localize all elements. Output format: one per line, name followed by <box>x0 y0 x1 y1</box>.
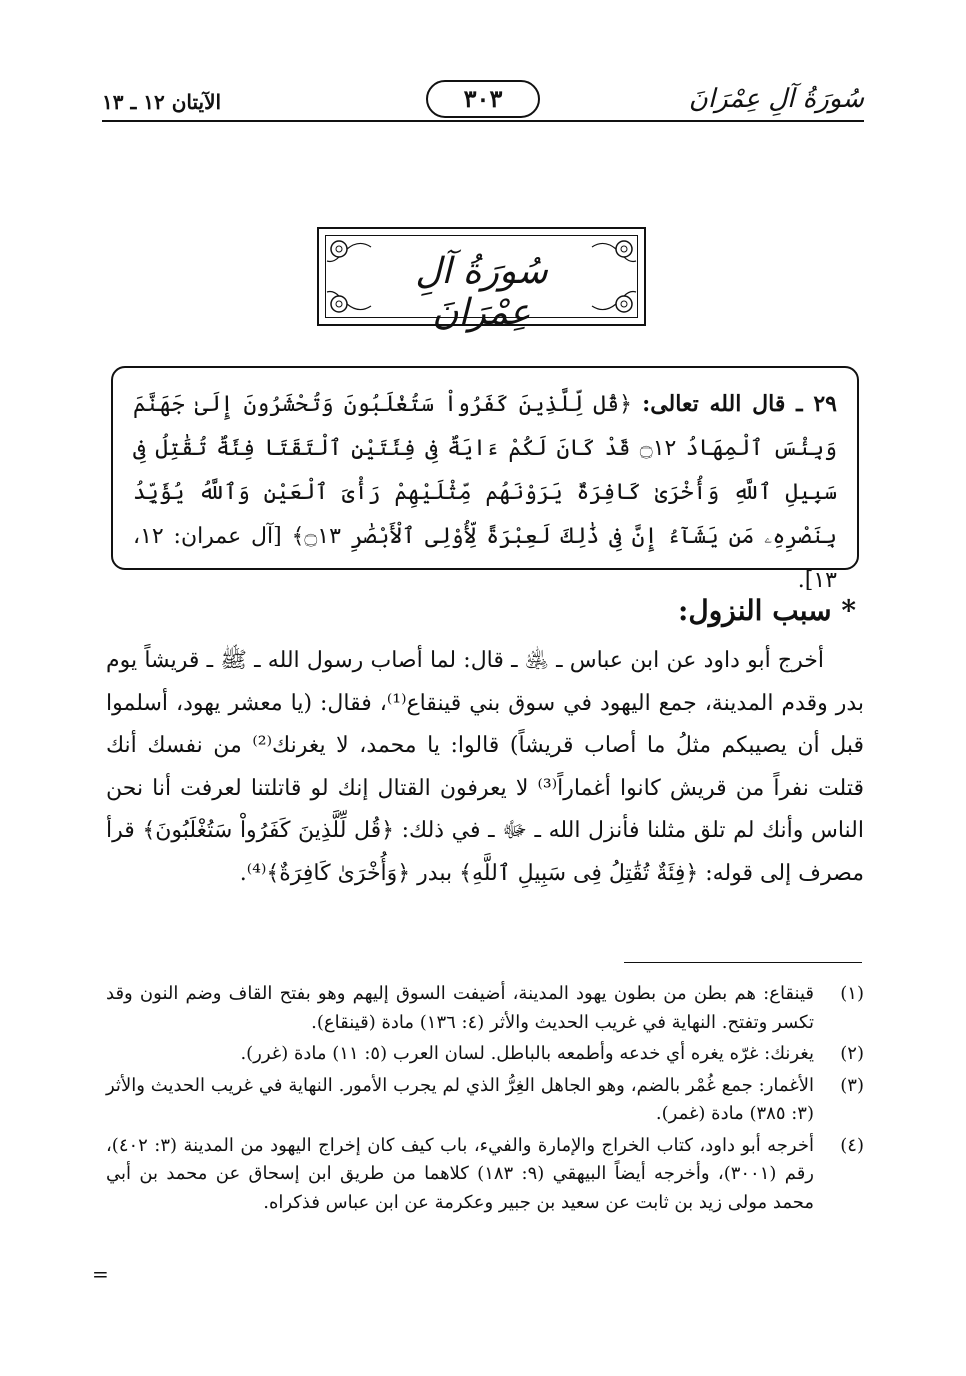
footnote-3 <box>106 1072 864 1129</box>
footnote-number: (٤) <box>840 1134 864 1156</box>
footnotes <box>106 980 864 1220</box>
verse-lead: ٢٩ ـ قال الله تعالى: <box>642 391 837 417</box>
header-rule <box>102 120 864 122</box>
page-number: ٣٠٣ <box>426 80 540 118</box>
verse-text: ﴿قُل لِّلَّذِينَ كَفَرُواْ سَتُغْلَبُونَ وَتُحْشَرُونَ إِلَىٰ جَهَنَّمَ وَبِئْسَ ٱلْمِهَادُ ۝١٢ قَدْ كَانَ لَكُمْ ءَايَةٌ فِى فِئَتَيْنِ ٱلْتَقَتَا فِئَةٌ تُقَٰتِلُ فِى سَبِيلِ ٱللَّهِ وَأُخْرَىٰ كَافِرَةٌ يَرَوْنَهُم مِّثْلَيْهِمْ رَأْىَ ٱلْعَيْنِ وَٱللَّهُ يُؤَيِّدُ بِنَصْرِهِۦ مَن يَشَآءُ إِنَّ فِى ذَٰلِكَ لَعِبْرَةً لِّأُوْلِى ٱلْأَبْصَٰرِ ۝١٣﴾ <box>133 392 837 549</box>
main-body <box>106 640 864 895</box>
ornament-icon <box>590 288 638 318</box>
verses-range: الآيتان ١٢ ـ ١٣ <box>102 90 222 114</box>
footnote-divider <box>624 962 862 963</box>
footnote-number: (٣) <box>840 1074 864 1096</box>
ornament-icon <box>325 288 373 318</box>
surah-title-cartouche <box>317 227 646 333</box>
page-header <box>102 80 864 126</box>
surah-title: سُورَةُ آلِ عِمْرَانَ <box>415 251 548 333</box>
footnote-number: (٢) <box>840 1043 864 1064</box>
continuation-mark: = <box>92 1262 109 1286</box>
ornament-icon <box>590 235 638 265</box>
section-heading: * سبب النزول: <box>678 594 856 627</box>
footnote-text: أخرجه أبو داود، كتاب الخراج والإمارة والفيء، باب كيف كان إخراج اليهود من المدينة (٣: ٤٠٢)، رقم (٣٠٠١)، وأخرجه أيضاً البيهقي (٩: ١٨٣) كلاهما من طريق ابن إسحاق عن محمد بن أبي محمد مولى زيد بن ثابت عن سعيد بن جبير وعكرمة عن ابن عباس فذكراه. <box>106 1134 814 1213</box>
ornament-icon <box>325 235 373 265</box>
verse-citation: [آل عمران: ١٢، ١٣]. <box>133 524 837 593</box>
body-paragraph: أخرج أبو داود عن ابن عباس ـ ﵁ ـ قال: لما أصاب رسول الله ـ ﷺ ـ قريشاً يوم بدر وقدم المدينة، جمع اليهود في سوق بني قينقاع⁽¹⁾، فقال: (يا معشر يهود، أسلموا قبل أن يصيبكم مثلُ ما أصاب قريشاً) قالوا: يا محمد، لا يغرنك⁽²⁾ من نفسك أنك قتلت نفراً من قريش كانوا أغماراً⁽³⁾ لا يعرفون القتال إنك لو قاتلتنا لعرفت أنا نحن الناس وأنك لم تلق مثلنا فأنزل الله ـ ﷻ ـ في ذلك: ﴿قُل لِّلَّذِينَ كَفَرُواْ سَتُغْلَبُونَ﴾ قرأ مصرف إلى قوله: ﴿فِئَةٌ تُقَٰتِلُ فِى سَبِيلِ ٱللَّهِ﴾ ببدر ﴿وَأُخْرَىٰ كَافِرَةٌ﴾⁽⁴⁾. <box>106 648 865 886</box>
footnote-1 <box>106 980 864 1037</box>
footnote-number: (١) <box>840 983 864 1004</box>
verse-paragraph <box>133 382 837 603</box>
verse-box <box>111 366 859 593</box>
footnote-2 <box>106 1040 864 1069</box>
footnote-text: يغرنك: غرّه يغره أي خدعه وأطمعه بالباطل. لسان العرب (٥: ١١) مادة (غرر). <box>240 1043 814 1064</box>
header-surah-name: سُورَةُ آلِ عِمْرَانَ <box>688 84 864 114</box>
footnote-4 <box>106 1132 864 1218</box>
footnote-text: الأغمار: جمع غُمْر بالضم، وهو الجاهل الغِرُّ الذي لم يجرب الأمور. النهاية في غريب الحديث والأثر (٣: ٣٨٥) مادة (غمر). <box>106 1074 814 1124</box>
footnote-text: قينقاع: هم بطن من بطون يهود المدينة، أضيفت السوق إليهم وهو بفتح القاف وضم النون وقد تكسر وتفتح. النهاية في غريب الحديث والأثر (٤: ١٣٦) مادة (قينقاع). <box>106 983 814 1033</box>
